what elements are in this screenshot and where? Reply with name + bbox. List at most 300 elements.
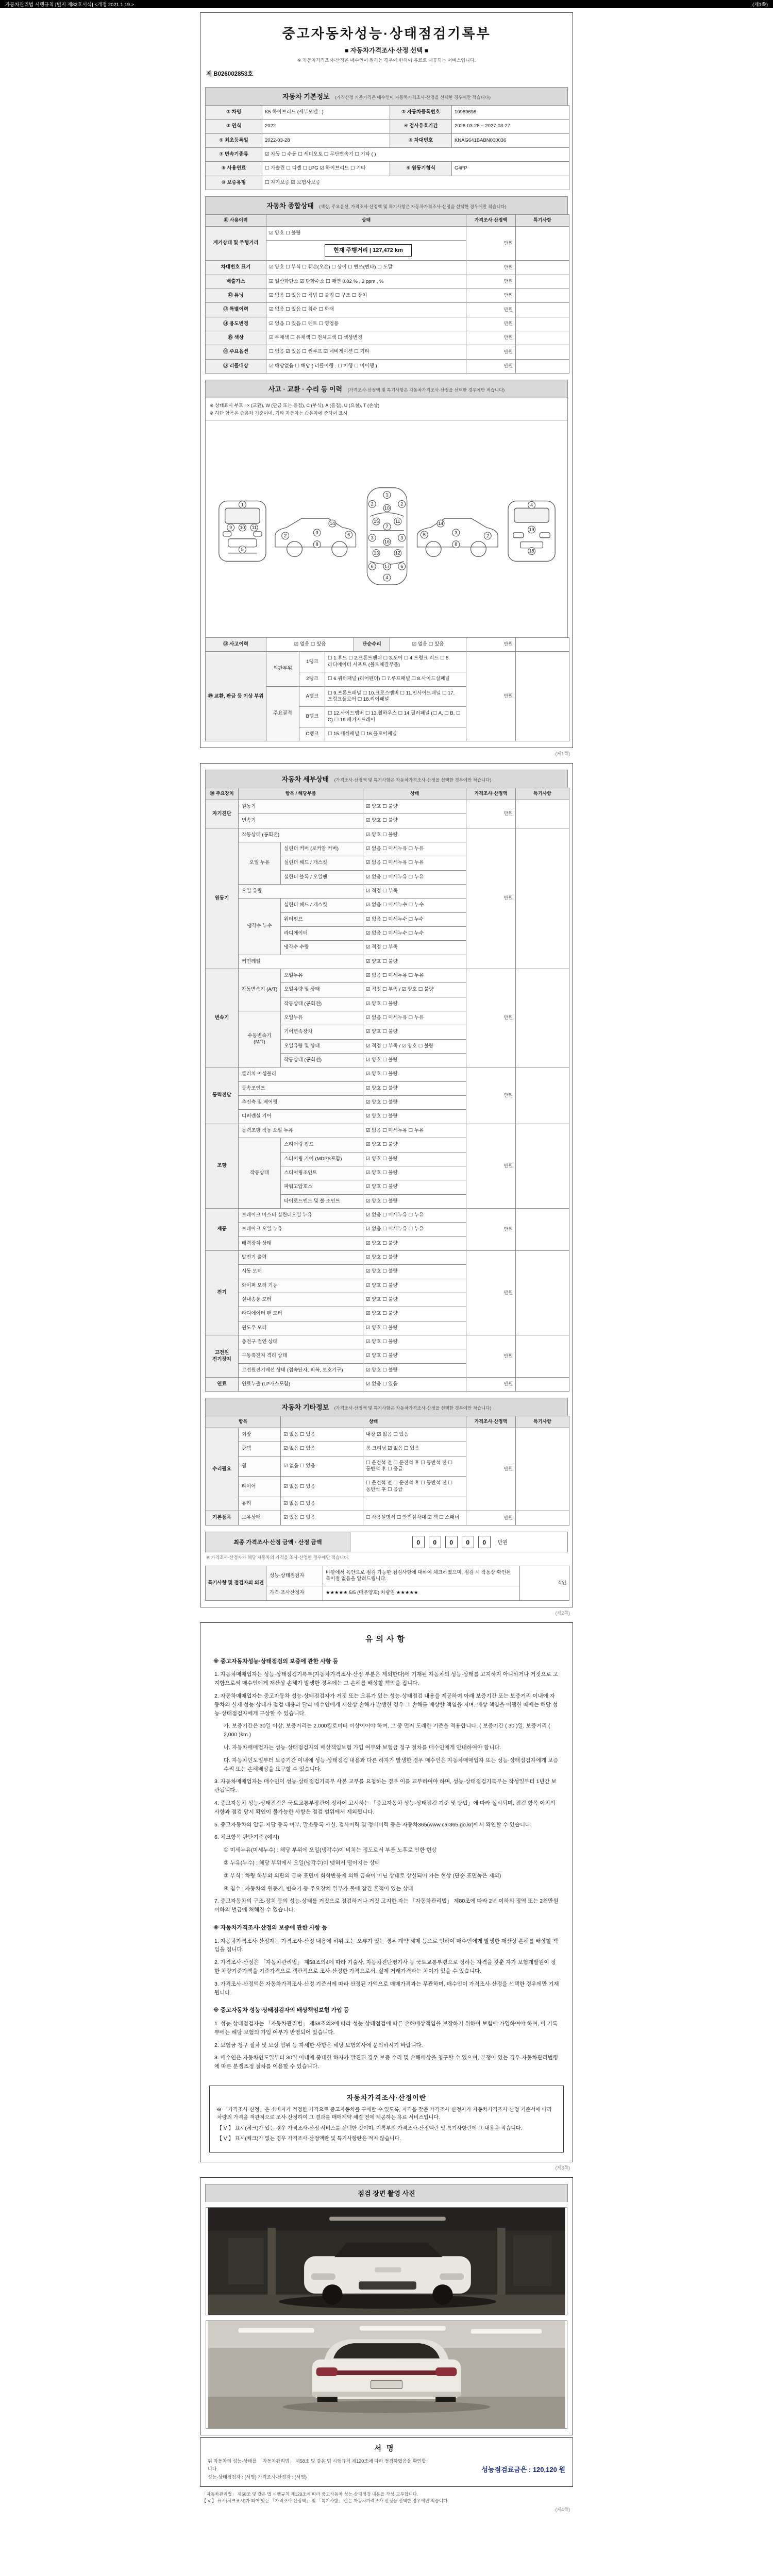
document-subtitle: ■ 자동차가격조사·산정 선택 ■ [344,47,429,54]
section-etc-header [205,1398,568,1416]
svg-text:6: 6 [347,532,350,537]
table-cell: 윈도우 모터 [239,1321,363,1335]
table-cell: ☑ 있음 ☐ 없음 [281,1511,363,1525]
table-cell: 작동상태 (공회전) [239,828,363,842]
table-cell [516,317,569,331]
table-cell: 항목 [206,1416,281,1428]
notice-line: 3. 매수인은 자동차인도일부터 30일 이내에 중대한 하자가 발견된 경우 보증 수리 및 손해배상을 청구할 수 있으며, 분쟁이 있는 경우 자동차관리법령에 따른 분쟁조정 절차를 이용할 수 있습니다. [214,2055,559,2070]
table-cell: 상태 [266,215,466,227]
notices-title: 유의사항 [365,1634,408,1643]
notice-line: ② 누유(누수) : 해당 부위에서 오일(냉각수)이 맺혀서 떨어지는 상태 [224,1859,380,1866]
table-cell: 실린더 헤드 / 개스킷 [281,856,363,870]
table-cell: 전기 [206,1250,239,1335]
table-cell: 추진축 및 베어링 [239,1096,363,1110]
svg-text:11: 11 [251,525,257,531]
section-note: (가격조사·산정액 및 특기사항은 자동차가격조사·산정을 선택한 경우에만 적습니다) [334,777,492,783]
table-cell: ☑ 양호 ☐ 불량 [363,955,466,969]
svg-text:10: 10 [240,525,245,531]
table-cell: 냉각수 누수 [239,899,281,955]
table-cell: ☑ 양호 ☐ 불량 [266,226,466,240]
table-cell: 변속기 [239,814,363,828]
table-cell: ☑ 양호 ☐ 불량 [363,1293,466,1307]
pricing-box-line: 【 V 】 표시(체크)가 있는 경우 가격조사·산정 서비스를 선택한 것이며, 기록부의 가격조사·산정액란 및 특기사항란에 그 내용을 적습니다. [217,2125,523,2131]
table-cell: ② 자동차등록번호 [390,106,452,120]
table-cell: 타이로드엔드 및 볼 조인트 [281,1194,363,1208]
notice-line: 1. 성능·상태점검자는 「자동차관리법」 제58조의3에 따라 성능·상태점검에 따른 손해배상책임을 보장하기 위하여 보험에 가입하여야 하며, 이 기록부에는 해당 보험의 가입 여부가 반영되어 있습니다. [214,2020,558,2036]
table-cell [516,1378,569,1392]
svg-text:2: 2 [400,501,404,507]
table-cell: 만원 [466,359,516,373]
notice-line: 5. 중고자동차의 압류·저당 등록 여부, 말소등록 사실, 검사이력 및 정비이력 등은 자동차365(www.car365.go.kr)에서 확인할 수 있습니다. [214,1821,532,1828]
table-cell: 작동상태 [239,1138,281,1209]
table-cell: 원동기 [239,800,363,814]
table-cell: 원동기 [206,828,239,969]
fineprint-line: 「자동차관리법」 제58조 및 같은 법 시행규칙 제120조에 따라 중고자동차 성능·상태점검 내용을 작성·교부합니다. [202,2491,418,2497]
table-cell: 구동축전지 격리 상태 [239,1349,363,1363]
price-digit: 0 [429,1536,441,1548]
table-cell: ☑ 해당없음 ☐ 해당 ( 리콜이행 : ☐ 이행 ☐ 미이행 ) [266,359,466,373]
table-cell: 상태 [363,788,466,800]
table-cell: 동력전달 [206,1067,239,1124]
table-cell: ☑ 양호 ☐ 불량 [363,1321,466,1335]
table-cell: 충전구 절연 상태 [239,1335,363,1349]
table-cell: 자기진단 [206,800,239,828]
table-cell: 자동변속기 (A/T) [239,969,281,1011]
document-body [200,12,573,2513]
notice-line: 7. 중고자동차의 구조·장치 등의 성능·상태를 거짓으로 점검하거나 거짓 고지한 자는 「자동차관리법」 제80조에 따라 2년 이하의 징역 또는 2천만원 이하의 벌금에 처해질 수 있습니다. [214,1898,559,1913]
inspection-fee [481,2464,565,2474]
table-cell: 만원 [466,289,516,303]
pricing-box-line: 【 V 】 표시(체크)가 없는 경우 가격조사·산정액란 및 특기사항란은 적지 않습니다. [217,2136,401,2142]
fee-value: 120,120 원 [532,2466,565,2474]
section-title: 사고 · 교환 · 수리 등 이력 [268,385,343,394]
table-cell: ☑ 양호 ☐ 불량 [363,814,466,828]
table-cell: ☑ 없음 ☐ 있음 [281,1477,363,1497]
table-cell: ⑮ 색상 [206,331,266,345]
svg-text:3: 3 [371,535,374,540]
price-digit: 0 [412,1536,425,1548]
svg-text:6: 6 [371,564,374,569]
table-cell: A랭크 [299,686,325,707]
table-cell [516,1428,569,1511]
table-cell: 만원 [466,1511,516,1525]
svg-text:12: 12 [395,550,400,556]
svg-text:4: 4 [385,575,389,581]
table-cell [516,1250,569,1335]
table-cell: ☑ 양호 ☐ 불량 [363,1110,466,1124]
table-cell: 만원 [466,345,516,359]
table-cell: ☑ 없음 ☐ 있음 [281,1456,363,1477]
table-cell: 냉각수 수량 [281,941,363,955]
table-cell: 유리 [239,1497,281,1511]
table-cell: ☑ 없음 ☐ 미세누유 ☐ 누유 [363,842,466,856]
table-cell: ③ 연식 [206,120,262,133]
table-cell: 만원 [466,969,516,1067]
table-cell: ☑ 양호 ☐ 불량 [363,828,466,842]
fineprint-line: 【 V 】 표시(체크표시)가 되어 있는 「가격조사·산정액」 및 「특기사항」 란은 자동차가격조사·산정을 선택한 경우에만 적습니다. [202,2498,449,2504]
svg-text:8: 8 [455,541,458,547]
section-title: 자동차 세부상태 [281,775,329,784]
table-cell [516,261,569,275]
svg-text:14: 14 [438,521,444,527]
document-fineprint [202,2491,571,2505]
panel-page1 [200,12,573,748]
table-cell: ⑱ 사고이력 [206,638,266,652]
notice-line: ※ 자동차가격조사·산정의 보증에 관한 사항 등 [213,1924,327,1931]
table-cell [516,359,569,373]
table-cell [516,226,569,261]
table-cell: ☑ 양호 ☐ 불량 [363,1067,466,1081]
table-cell: ⑨ 원동기형식 [390,162,452,176]
svg-text:9: 9 [229,525,232,531]
header-note: ※ 자동차가격조사·산정은 매수인이 원하는 경우에 한하여 유료로 제공되는 서비스입니다. [297,58,476,63]
table-cell: 실내송풍 모터 [239,1293,363,1307]
table-cell: 고전원 전기장치 [206,1335,239,1377]
price-digit: 0 [462,1536,474,1548]
detail-state-table [205,788,569,1392]
table-cell [516,345,569,359]
odometer-value: 현재 주행거리 | 127,472 km [325,244,412,257]
table-cell: 주요골격 [266,686,299,741]
table-cell: ☑ 없음 ☐ 미세누유 ☐ 누유 [363,1223,466,1236]
legend-line: ※ 상태표시 부호 : × (교환), W (판금 또는 용접), C (부식), A (흠집), U (요철), T (손상) [210,403,380,409]
table-cell: ☑ 양호 ☐ 불량 [363,997,466,1011]
table-cell: ☑ 없음 ☐ 있음 [281,1497,363,1511]
table-cell: 가격·조사산정자 [266,1586,323,1600]
table-cell [516,1511,569,1525]
notice-line: 2. 보험금 청구 절차 및 보상 범위 등 자세한 사항은 해당 보험회사에 문의하시기 바랍니다. [214,2042,423,2048]
table-cell: 만원 [466,275,516,289]
inspector-opinion-table [205,1566,569,1601]
table-cell: ☐ 15.대쉬패널 ☐ 16.플로어패널 [325,727,466,741]
table-cell: 실린더 헤드 / 개스킷 [281,899,363,912]
table-cell: 클러치 어셈블리 [239,1067,363,1081]
table-cell: ⑯ 주요옵션 [206,345,266,359]
table-cell: 오일누유 [281,1011,363,1025]
table-cell [516,1067,569,1124]
table-cell [516,652,569,741]
table-cell: 만원 [466,1250,516,1335]
notice-line: 3. 가격조사·산정액은 자동차가격조사·산정 기준서에 따라 산정된 가액으로 매매가격과는 무관하며, 매수인이 가격조사·산정을 선택한 경우에만 기재됩니다. [214,1980,559,1996]
table-cell: 직인 [520,1566,569,1600]
svg-text:3: 3 [455,530,458,536]
section-title: 자동차 기본정보 [282,93,330,100]
table-cell: 2022-03-28 [262,133,390,147]
svg-text:1: 1 [241,502,244,507]
table-cell: ☑ 없음 ☐ 미세누유 ☐ 누유 [363,1011,466,1025]
table-cell: 워터펌프 [281,912,363,926]
table-cell: 성능·상태점검자 [266,1566,323,1586]
table-cell: 동력조향 작동 오일 누유 [239,1124,363,1138]
notice-line: 3. 자동차매매업자는 매수인이 성능·상태점검기록부 사본 교부를 요청하는 경우 이를 교부하여야 하며, 성능·상태점검기록부는 작성일부터 1년간 보관됩니다. [214,1778,557,1794]
table-cell: 2026-03-28 ~ 2027-03-27 [452,120,569,133]
table-cell: 실린더 커버 (로커암 커버) [281,842,363,856]
notice-line: 2. 자동차매매업자는 중고자동차 성능·상태점검자가 거짓 또는 오류가 있는 성능·상태점검 내용을 제공하여 아래 보증기간 또는 보증거리 이내에 자동차의 실제 성능·상태가 점검 내용과 달라 매수인에게 재산상 손해가 발생한 경우 그 손해를 배상할 책임을 지며, 배상 책임을 이행한 때에는 해당 성능·상태점검자에게 구상할 수 있습니다. [214,1693,558,1717]
notice-line: ① 미세누유(미세누수) : 해당 부위에 오일(냉각수)이 비치는 정도로서 부품 노후로 인한 현상 [224,1847,437,1854]
table-cell: ☑ 없음 ☐ 있음 [281,1428,363,1442]
table-cell: 타이어 [239,1477,281,1497]
table-cell [516,275,569,289]
table-cell: K5 하이브리드 (세부모델 : ) [262,106,390,120]
table-cell: 항목 / 해당부품 [239,788,363,800]
table-cell: 만원 [466,828,516,969]
signature-statement: 위 자동차의 성능·상태를 「자동차관리법」 제58조 및 같은 법 시행규칙 제120조에 따라 점검하였음을 확인합니다. [208,2458,426,2472]
table-cell: 배출가스 [206,275,266,289]
final-price-row [205,1532,568,1552]
table-cell: 스티어링 펌프 [281,1138,363,1152]
table-cell: 오일유량 및 상태 [281,1039,363,1053]
table-cell: 오일누유 [281,969,363,983]
table-cell [516,331,569,345]
table-cell [516,289,569,303]
svg-text:2: 2 [284,533,287,538]
table-cell: ☑ 없음 ☐ 미세누유 ☐ 누유 [363,969,466,983]
table-cell: 발전기 출력 [239,1250,363,1264]
table-cell: 연료 [206,1378,239,1392]
page-footer-mark: (제4쪽) [555,2506,570,2512]
table-cell: 파워고압호스 [281,1180,363,1194]
table-cell: 오일유량 및 상태 [281,983,363,997]
final-price-note: ※ 가격조사·산정자가 해당 자동차의 가격을 조사·산정한 경우에만 적습니다. [206,1554,350,1560]
table-cell: 등속조인트 [239,1081,363,1095]
table-cell: C랭크 [299,727,325,741]
table-cell: 가격조사·산정액 [466,215,516,227]
svg-text:14: 14 [329,521,335,527]
table-cell: KNAG641BABN000036 [452,133,569,147]
table-cell: ☑ 양호 ☐ 불량 [363,1166,466,1180]
table-cell [266,241,466,261]
signature-title: 서명 [374,2444,399,2452]
form-reference: 자동차관리법 시행규칙 [별지 제82호서식] <개정 2021.1.19.> [5,2,135,8]
table-cell: 1랭크 [299,652,325,672]
table-cell: ⑥ 차대번호 [390,133,452,147]
page-indicator: (제1쪽) [752,2,768,8]
table-cell: 라디에이터 [281,927,363,941]
price-digit: 0 [445,1536,458,1548]
table-cell: 커먼레일 [239,955,363,969]
table-cell: 보유상태 [239,1511,281,1525]
table-cell: 브레이크 오일 누유 [239,1223,363,1236]
page-footer-mark: (제1쪽) [555,751,570,757]
table-cell: 특기사항 및 점검자의 의견 [206,1566,266,1600]
etc-info-table [205,1416,569,1525]
final-price-value [350,1532,567,1552]
table-cell: ☐ 1.후드 ☐ 2.프론트펜더 ☐ 3.도어 ☐ 4.트렁크 리드 ☐ 5.라디에이터 서포트 (볼트체결부품) [325,652,466,672]
table-cell: 2랭크 [299,672,325,686]
table-cell: ⑰ 리콜대상 [206,359,266,373]
table-cell: 만원 [466,1335,516,1377]
table-cell [516,828,569,969]
table-cell: ☐ 운전석 전 ☐ 운전석 후 ☐ 동반석 전 ☐ 동반석 후 ☐ 응급 [363,1477,466,1497]
table-cell: ☑ 양호 ☐ 불량 [363,800,466,814]
table-cell: 수리필요 [206,1428,239,1511]
svg-text:4: 4 [530,502,533,508]
svg-text:10: 10 [384,505,390,511]
table-cell: ☐ 6.쿼터패널 (리어펜더) ☐ 7.루프패널 ☐ 8.사이드실패널 [325,672,466,686]
table-cell: 10989698 [452,106,569,120]
table-cell: ⑳ 주요장치 [206,788,239,800]
table-cell: 수동변속기 (M/T) [239,1011,281,1067]
pricing-box-title: 자동차가격조사·산정이란 [346,2093,427,2102]
table-cell: ⑫ 튜닝 [206,289,266,303]
notices-body [205,1645,568,2076]
svg-text:15: 15 [374,519,379,524]
table-cell: 만원 [466,1124,516,1208]
table-cell: 만원 [466,1208,516,1250]
table-cell: 연료누출 (LP가스포함) [239,1378,363,1392]
notice-line: 나. 자동차매매업자는 성능·상태점검자의 배상책임보험 가입 여부와 보험금 청구 절차를 매수인에게 안내하여야 합니다. [224,1744,501,1751]
page-footer-mark: (제3쪽) [555,2165,570,2171]
table-cell: ☑ 없음 ☐ 미세누유 ☐ 누유 [363,856,466,870]
table-cell: 만원 [466,1428,516,1511]
section-photos-header [205,2184,568,2202]
section-title: 점검 장면 촬영 사진 [358,2189,415,2197]
table-cell: 특기사항 [516,215,569,227]
table-cell: 내장 ☑ 없음 ☐ 있음 [363,1428,466,1442]
table-cell: 브레이크 마스터 실린더오일 누유 [239,1208,363,1222]
table-cell: ★★★★★ 5/5 (매우양호) 차량임 ★★★★★ [323,1586,520,1600]
table-cell: 가격조사·산정액 [466,788,516,800]
table-cell: 만원 [466,261,516,275]
table-cell [516,638,569,652]
svg-text:17: 17 [384,564,390,569]
table-cell: ☐ 9.프론트패널 ☐ 10.크로스멤버 ☐ 11.인사이드패널 ☐ 17.트렁크플로어 ☐ 18.리어패널 [325,686,466,707]
table-cell [516,303,569,317]
overall-state-table [205,214,569,374]
price-digit-boxes [410,1536,493,1548]
panel-page2 [200,763,573,1607]
document-title: 중고자동차성능·상태점검기록부 [282,26,491,41]
signature-section [200,2437,573,2487]
section-detail-header [205,770,568,788]
page-footer-mark: (제2쪽) [555,1610,570,1616]
table-cell [516,1124,569,1208]
table-cell: ☑ 양호 ☐ 불량 [363,1335,466,1349]
legend-line: ※ 하단 항목은 승용차 기준이며, 기타 자동차는 승용차에 준하여 표시 [210,411,348,416]
table-cell: ☑ 없음 ☐ 있음 [363,1378,466,1392]
section-accident-header [205,380,568,398]
table-cell: 만원 [466,317,516,331]
table-cell: ☑ 없음 ☐ 있음 [266,638,354,652]
table-cell: ☑ 양호 ☐ 불량 [363,1236,466,1250]
svg-text:11: 11 [395,519,400,524]
table-cell: 만원 [466,303,516,317]
table-cell: 기어변속장치 [281,1025,363,1039]
table-cell: 오일 유량 [239,884,363,898]
table-cell: ☐ 자가보증 ☑ 보험사보증 [262,176,569,190]
notice-line: ④ 침수 : 자동차의 원동기, 변속기 등 주요장치 일부가 물에 잠긴 흔적이 있는 상태 [224,1885,413,1892]
table-cell: 차대번호 표기 [206,261,266,275]
table-cell: ☑ 없음 ☐ 미세누수 ☐ 누수 [363,899,466,912]
table-cell: ⑬ 특별이력 [206,303,266,317]
table-cell: 시동 모터 [239,1265,363,1279]
signature-lines [208,2458,429,2481]
document-header [205,19,568,81]
section-title: 자동차 종합상태 [266,202,314,210]
car-damage-diagram [208,425,565,631]
table-cell: ☑ 없음 ☐ 미세누수 ☐ 누수 [363,912,466,926]
table-cell: ☑ 양호 ☐ 불량 [363,1081,466,1095]
section-note: (가격산정 기준가격은 매수인이 자동차가격조사·산정을 선택한 경우에만 적습니다) [335,95,491,100]
section-basic-info-header [205,87,568,105]
table-cell [516,969,569,1067]
svg-text:16: 16 [384,539,390,545]
table-cell: ☑ 양호 ☐ 불량 [363,1152,466,1166]
table-cell [516,1335,569,1377]
table-cell: ⑦ 변속기종류 [206,148,262,162]
svg-text:6: 6 [400,564,404,569]
notice-line: ※ 중고자동차 성능·상태점검자의 배상책임보험 가입 등 [213,2007,349,2014]
table-cell: 바깥에서 육안으로 점검 가능한 점검사항에 대하여 체크하였으며, 점검 시 작동상 확인된 특이점 없음을 알려드립니다. [323,1566,520,1586]
pricing-explain-box [209,2086,564,2153]
table-cell: ☑ 없음 ☐ 미세누수 ☐ 누수 [363,927,466,941]
table-cell: 조향 [206,1124,239,1208]
price-digit: 0 [478,1536,491,1548]
table-cell: 만원 [466,800,516,828]
table-cell: 작동상태 (공회전) [281,1054,363,1067]
pricing-box-lines [217,2106,556,2143]
table-cell: 만원 [466,638,516,652]
table-cell: 휠 [239,1456,281,1477]
table-cell: ☑ 없음 ☐ 있음 [281,1442,363,1456]
notice-line: 다. 자동차인도일부터 보증기간 이내에 성능·상태점검 내용과 다른 하자가 발생한 경우 매수인은 자동차매매업자 또는 성능·상태점검자에게 보증수리 또는 손해배상을 요구할 수 있습니다. [224,1757,559,1772]
svg-text:3: 3 [315,530,318,536]
notice-line: 1. 자동차가격조사·산정자는 가격조사·산정 내용에 허위 또는 오류가 있는 경우 계약 해제 등으로 인하여 매수인에게 발생한 재산상 손해를 배상할 책임을 집니다. [214,1938,558,1953]
table-cell: ☑ 적정 ☐ 부족 [363,884,466,898]
table-cell: ☑ 없음 ☐ 미세누유 ☐ 누유 [363,870,466,884]
table-cell: ☑ 양호 ☐ 불량 [363,1250,466,1264]
table-cell: 상태 [281,1416,466,1428]
panel-photos [200,2177,573,2435]
section-title: 자동차 기타정보 [281,1403,329,1412]
table-cell: ☑ 적정 ☐ 부족 / ☑ 양호 ☐ 불량 [363,1039,466,1053]
table-cell [516,800,569,828]
table-cell: 라디에이터 팬 모터 [239,1307,363,1321]
table-cell: ⑩ 보증유형 [206,176,262,190]
table-cell: 외판부위 [266,652,299,686]
table-cell: 작동상태 (공회전) [281,997,363,1011]
table-cell: G4FP [452,162,569,176]
section-note: (가격조사·산정액 및 특기사항은 자동차가격조사·산정을 선택한 경우에만 적습니다) [347,387,505,393]
table-cell: ☑ 양호 ☐ 불량 [363,1265,466,1279]
table-cell: 만원 [466,226,516,261]
table-cell: 2022 [262,120,390,133]
car-damage-diagram-wrap [205,420,568,637]
table-cell: ☑ 없음 ☐ 미세누유 ☐ 누유 [363,1208,466,1222]
document-number: 제 B026002853호 [206,71,254,77]
table-cell: 변속기 [206,969,239,1067]
signature-names: 성능·상태점검자 : (서명) 가격조사·산정자 : (서명) [208,2474,307,2480]
table-cell: ☐ 가솔린 ☐ 디젤 ☐ LPG ☑ 하이브리드 ☐ 기타 [262,162,390,176]
svg-text:2: 2 [371,501,374,507]
table-cell [516,1208,569,1250]
table-cell: ☑ 양호 ☐ 불량 [363,1349,466,1363]
table-cell: 단순수리 [354,638,390,652]
panel-page3 [200,1622,573,2162]
table-cell: ⑧ 사용연료 [206,162,262,176]
table-cell: ☑ 적정 ☐ 부족 [363,941,466,955]
notice-line: 6. 체크항목 판단기준 (예시) [214,1834,279,1841]
svg-text:13: 13 [374,550,379,556]
table-cell: 계기상태 및 주행거리 [206,226,266,261]
basic-info-table [205,105,569,190]
accident-history-table [205,637,569,652]
notice-line: 4. 중고자동차 성능·상태점검은 국토교통부장관이 정하여 고시하는 「중고자동차 성능·상태점검 기준 및 방법」에 따라 실시되며, 점검 항목 이외의 사항과 점검 당시 확인이 불가능한 사항은 점검 범위에서 제외됩니다. [214,1800,556,1815]
svg-text:5: 5 [241,547,244,552]
table-cell: 배력장치 상태 [239,1236,363,1250]
table-cell: 만원 [466,1067,516,1124]
inspection-photo-rear [206,2320,567,2429]
